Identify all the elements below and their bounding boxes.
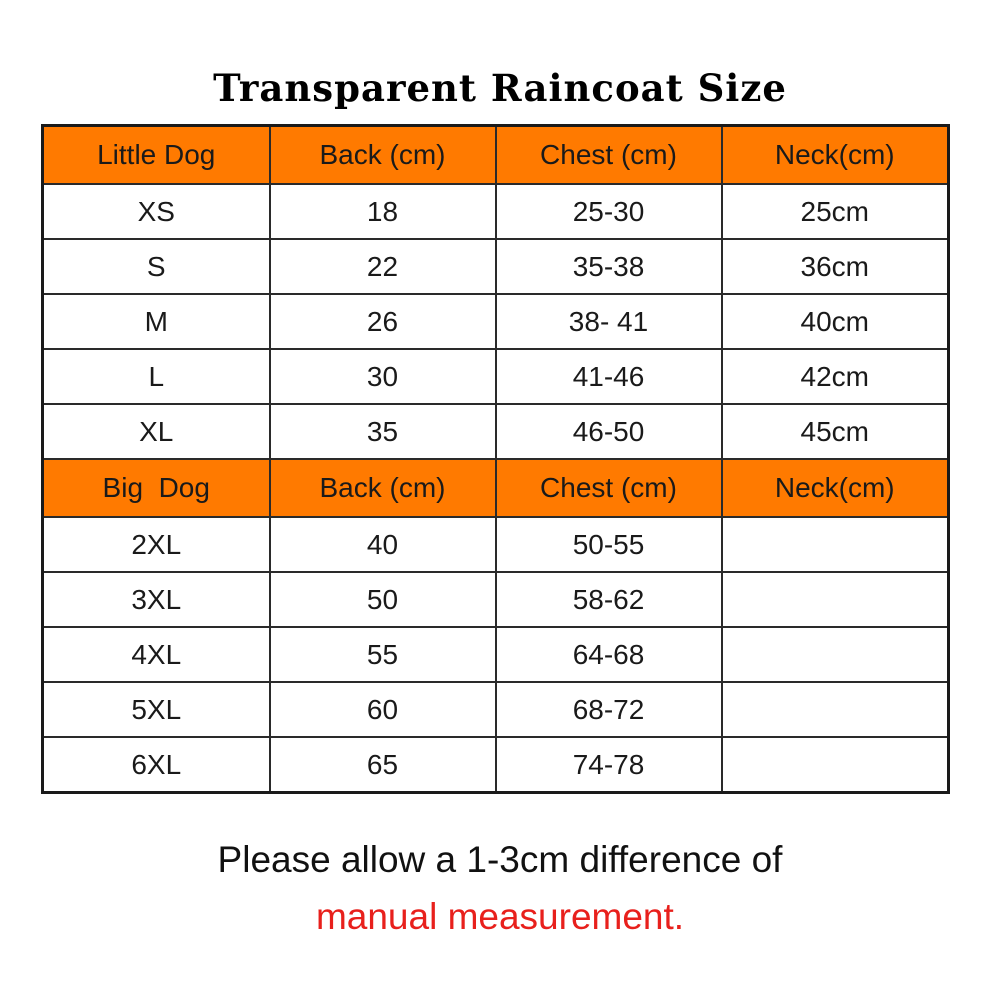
back-cell: 35	[270, 404, 496, 459]
neck-cell: 40cm	[722, 294, 949, 349]
chest-cell: 38- 41	[496, 294, 722, 349]
table-row	[43, 572, 949, 627]
neck-cell: 45cm	[722, 404, 949, 459]
back-cell: 40	[270, 517, 496, 572]
neck-cell: 36cm	[722, 239, 949, 294]
back-cell: 60	[270, 682, 496, 737]
size-cell: 3XL	[43, 572, 270, 627]
table-row	[43, 682, 949, 737]
big-dog-header-row	[43, 459, 949, 517]
table-row	[43, 404, 949, 459]
neck-cell: 25cm	[722, 184, 949, 239]
neck-cell: 42cm	[722, 349, 949, 404]
size-cell: 2XL	[43, 517, 270, 572]
chest-cell: 58-62	[496, 572, 722, 627]
back-cell: 22	[270, 239, 496, 294]
header-cell-back: Back (cm)	[270, 459, 496, 517]
header-cell-back: Back (cm)	[270, 126, 496, 185]
chest-cell: 50-55	[496, 517, 722, 572]
table-row	[43, 349, 949, 404]
note-line-1: Please allow a 1-3cm difference of	[217, 839, 783, 880]
back-cell: 50	[270, 572, 496, 627]
size-cell: XL	[43, 404, 270, 459]
chest-cell: 35-38	[496, 239, 722, 294]
size-cell: M	[43, 294, 270, 349]
table-row	[43, 627, 949, 682]
table-row	[43, 737, 949, 793]
note-line-2-highlight: manual measurement.	[315, 896, 685, 937]
size-cell: 6XL	[43, 737, 270, 793]
back-cell: 65	[270, 737, 496, 793]
chest-cell: 46-50	[496, 404, 722, 459]
neck-cell	[722, 517, 949, 572]
header-cell-chest: Chest (cm)	[496, 126, 722, 185]
neck-cell	[722, 737, 949, 793]
back-cell: 55	[270, 627, 496, 682]
little-dog-header-row	[43, 126, 949, 185]
back-cell: 18	[270, 184, 496, 239]
page-title: Transparent Raincoat Size	[213, 66, 787, 110]
size-cell: L	[43, 349, 270, 404]
chest-cell: 64-68	[496, 627, 722, 682]
size-cell: S	[43, 239, 270, 294]
back-cell: 26	[270, 294, 496, 349]
header-cell-chest: Chest (cm)	[496, 459, 722, 517]
size-cell: XS	[43, 184, 270, 239]
size-cell: 5XL	[43, 682, 270, 737]
size-chart-table	[41, 124, 950, 794]
header-cell-size-group: Little Dog	[43, 126, 270, 185]
neck-cell	[722, 572, 949, 627]
chest-cell: 41-46	[496, 349, 722, 404]
chest-cell: 25-30	[496, 184, 722, 239]
header-cell-neck: Neck(cm)	[722, 459, 949, 517]
neck-cell	[722, 627, 949, 682]
table-row	[43, 517, 949, 572]
chest-cell: 74-78	[496, 737, 722, 793]
measurement-note	[0, 838, 1000, 939]
neck-cell	[722, 682, 949, 737]
header-cell-neck: Neck(cm)	[722, 126, 949, 185]
back-cell: 30	[270, 349, 496, 404]
table-row	[43, 184, 949, 239]
table-row	[43, 239, 949, 294]
header-cell-size-group: Big Dog	[43, 459, 270, 517]
chest-cell: 68-72	[496, 682, 722, 737]
table-row	[43, 294, 949, 349]
size-cell: 4XL	[43, 627, 270, 682]
